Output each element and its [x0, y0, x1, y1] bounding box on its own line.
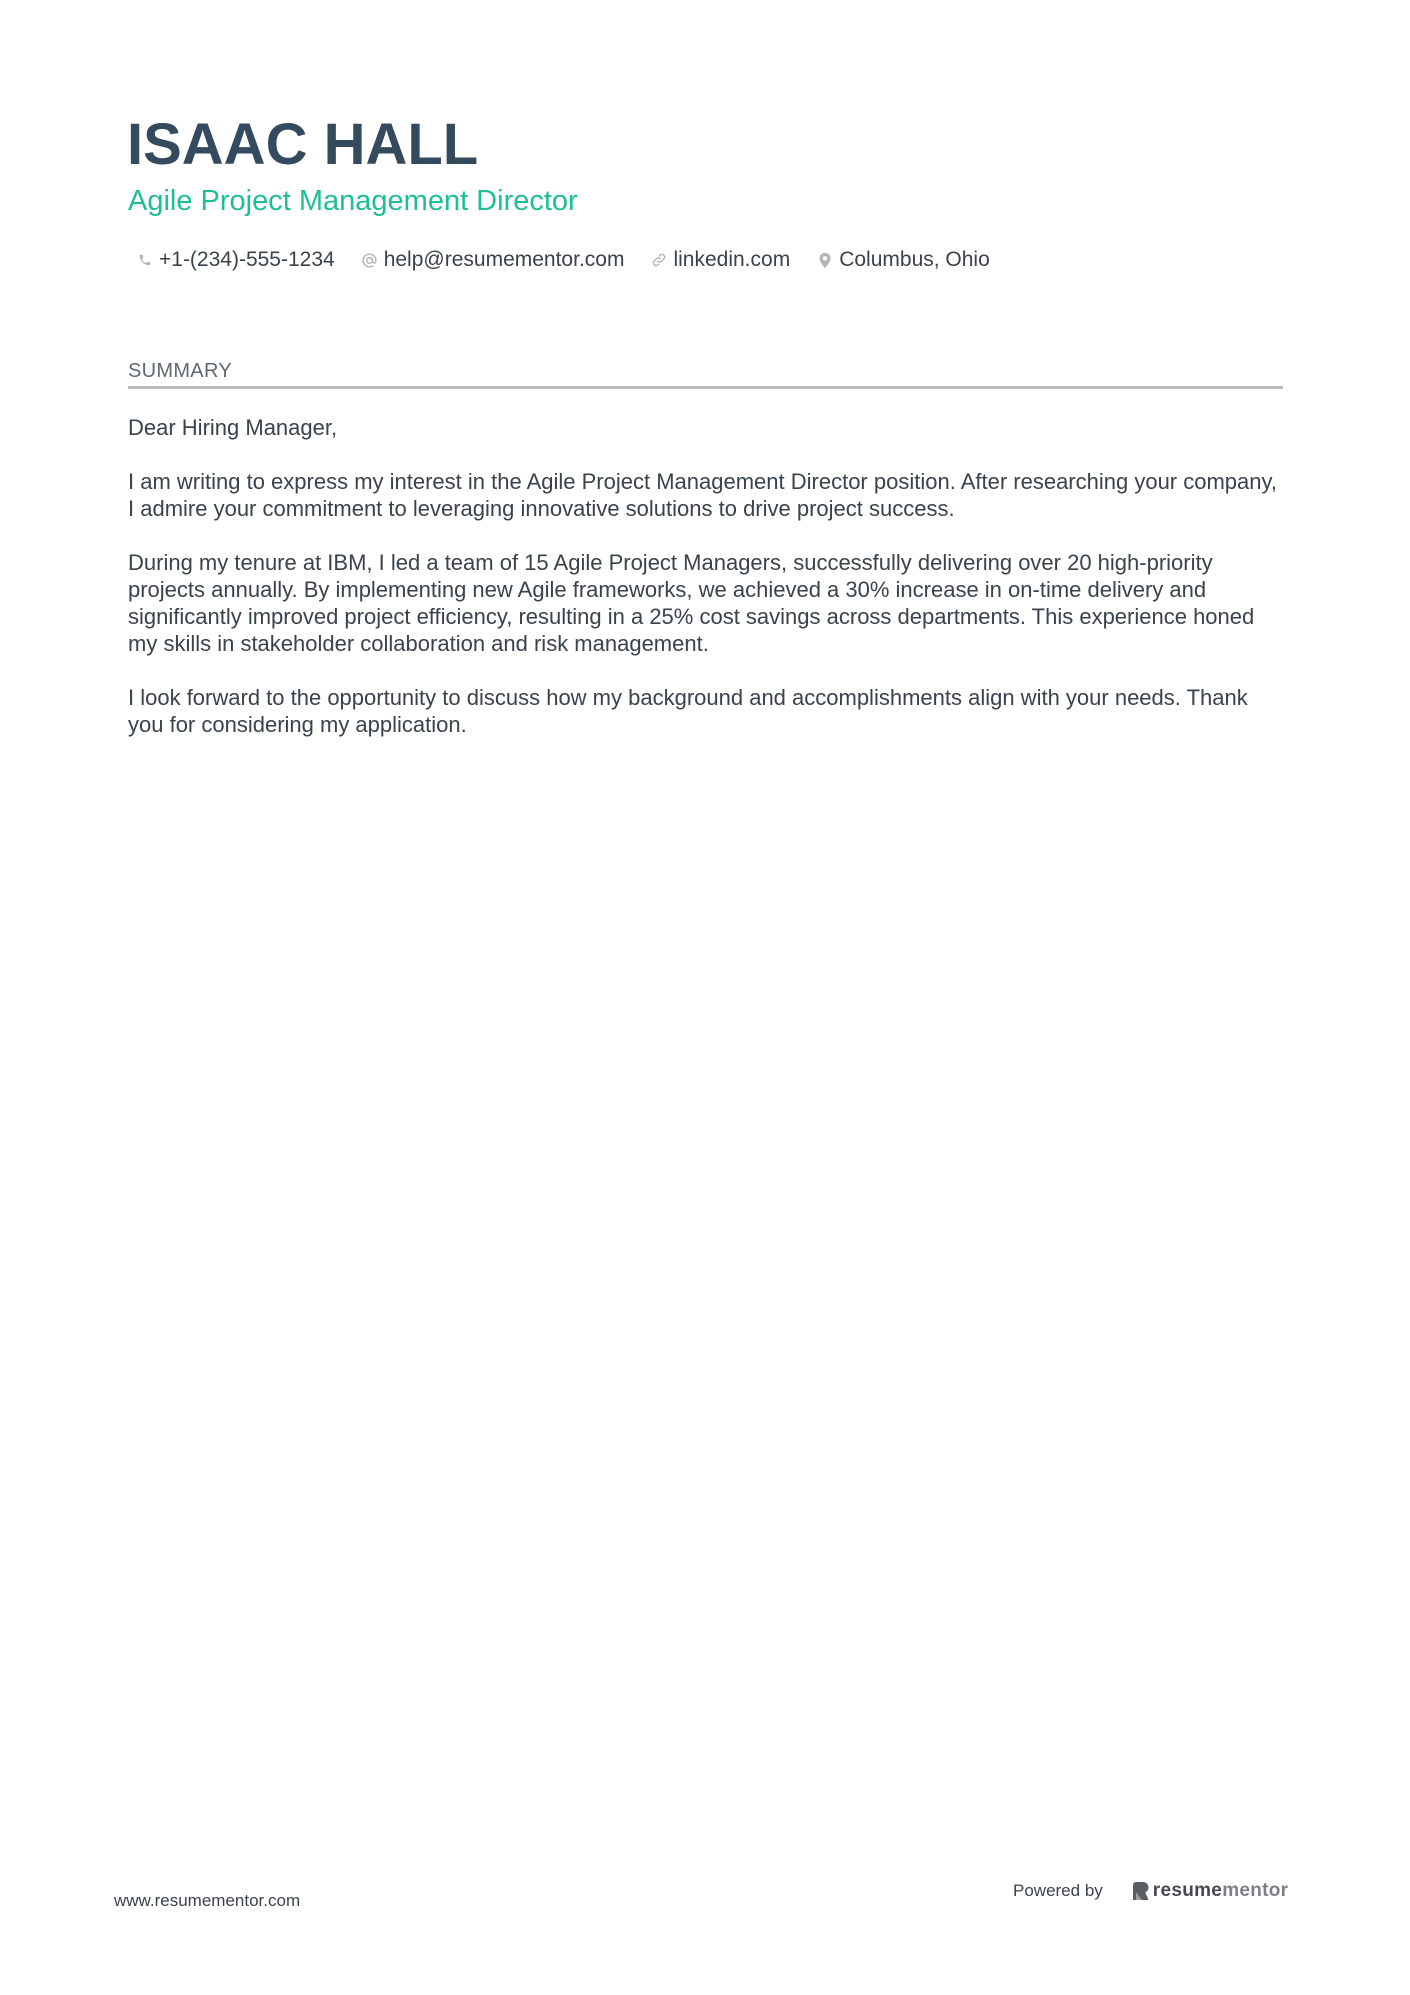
link-icon: [650, 251, 668, 269]
letter-salutation: Dear Hiring Manager,: [128, 415, 338, 440]
letter-paragraph: I am writing to express my interest in the Agile Project Management Director position. After researching your company, I admire your commitment to leveraging innovative solutions to drive project success.: [128, 469, 1277, 521]
logo-text-resume: resume: [1152, 1880, 1223, 1901]
location-pin-icon: [816, 251, 834, 269]
contact-linkedin: [650, 248, 790, 272]
footer-powered-by: [1013, 1881, 1288, 1901]
contact-linkedin-text[interactable]: linkedin.com: [673, 248, 791, 271]
at-icon: [361, 251, 379, 269]
candidate-name: ISAAC HALL: [127, 112, 479, 177]
section-title-summary: SUMMARY: [128, 360, 232, 382]
letter-paragraph: During my tenure at IBM, I led a team of 15 Agile Project Managers, successfully delivering over 20 high-priority projects annually. By implementing new Agile frameworks, we achieved a 30% increase in on-time delivery and significantly improved project efficiency, resulting in a 25% cost savings across departments. This experience honed my skills in stakeholder collaboration and risk management.: [128, 550, 1255, 656]
footer-website-link[interactable]: www.resumementor.com: [114, 1891, 301, 1910]
logo-text-mentor: mentor: [1222, 1880, 1289, 1901]
contact-phone-text[interactable]: +1-(234)-555-1234: [159, 248, 335, 271]
letter-paragraph: I look forward to the opportunity to discuss how my background and accomplishments align with your needs. Thank you for considering my application.: [128, 685, 1248, 737]
contact-email: [361, 248, 625, 272]
resumementor-logo-icon: [1133, 1882, 1149, 1900]
resumementor-logo[interactable]: [1133, 1880, 1289, 1902]
phone-icon: [136, 251, 154, 269]
contact-phone: [136, 248, 335, 272]
job-title: Agile Project Management Director: [128, 185, 578, 217]
cover-letter-body: [128, 414, 1288, 765]
contact-location: [816, 248, 990, 272]
powered-by-label: Powered by: [1013, 1881, 1103, 1900]
contact-info: [136, 246, 1016, 274]
contact-location-text: Columbus, Ohio: [839, 248, 990, 271]
section-divider: [128, 386, 1283, 389]
contact-email-text[interactable]: help@resumementor.com: [383, 248, 625, 271]
